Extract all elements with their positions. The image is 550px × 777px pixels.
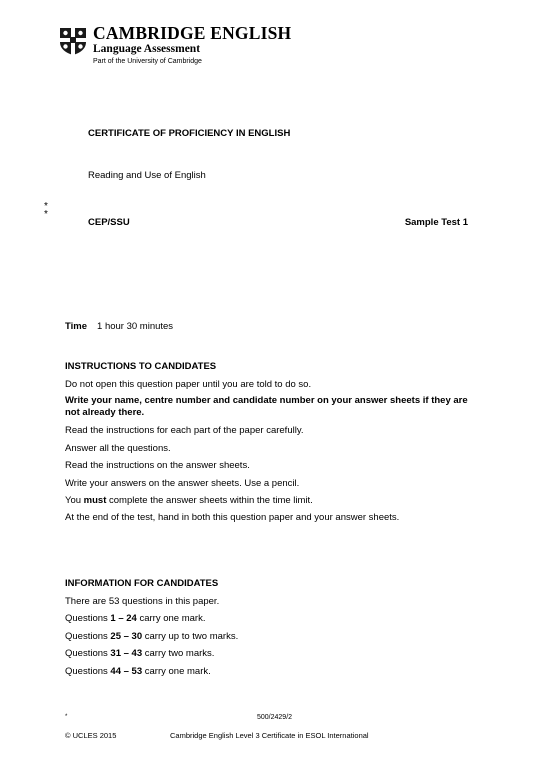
instruction-item: Read the instructions for each part of the paper carefully. [65, 425, 304, 437]
certificate-title: CERTIFICATE OF PROFICIENCY IN ENGLISH [88, 128, 291, 139]
instruction-item: Write your answers on the answer sheets. Use a pencil. [65, 477, 300, 489]
information-heading: INFORMATION FOR CANDIDATES [65, 578, 219, 589]
footer-star: * [65, 714, 68, 720]
footer-copyright: © UCLES 2015 [65, 731, 117, 740]
instruction-item: Do not open this question paper until you are told to do so. [65, 379, 312, 390]
instructions-heading: INSTRUCTIONS TO CANDIDATES [65, 361, 217, 372]
brand-affiliation: Part of the University of Cambridge [93, 58, 202, 65]
footer-code: 500/2429/2 [257, 714, 293, 721]
footer-level: Cambridge English Level 3 Certificate in ESOL International [170, 731, 369, 740]
instruction-item: Write your name, centre number and candidate number on your answer sheets if they are not already there. [65, 395, 468, 419]
marks-row: Questions 25 – 30 carry up to two marks. [65, 630, 239, 642]
question-total: There are 53 questions in this paper. [65, 596, 220, 607]
brand-subtitle: Language Assessment [93, 43, 201, 55]
marks-row: Questions 1 – 24 carry one mark. [65, 613, 206, 625]
time-value: 1 hour 30 minutes [97, 321, 174, 332]
instruction-item: Read the instructions on the answer sheets. [65, 460, 250, 472]
paper-code: CEP/SSU [88, 217, 130, 228]
instruction-item: You must complete the answer sheets within the time limit. [65, 495, 313, 507]
brand-title: CAMBRIDGE ENGLISH [93, 23, 292, 43]
time-allowed [65, 321, 173, 332]
marks-row: Questions 44 – 53 carry one mark. [65, 665, 211, 677]
instruction-item: At the end of the test, hand in both this question paper and your answer sheets. [65, 512, 400, 524]
cambridge-logo [58, 25, 291, 66]
marks-row: Questions 31 – 43 carry two marks. [65, 648, 215, 660]
instruction-item: Answer all the questions. [65, 442, 171, 454]
paper-subject: Reading and Use of English [88, 170, 206, 181]
sample-label: Sample Test 1 [404, 217, 468, 228]
information-section [65, 577, 485, 680]
university-shield-icon [58, 26, 88, 56]
instructions-section [65, 360, 485, 527]
margin-stars: * * [44, 201, 48, 220]
time-label: Time [65, 321, 88, 332]
